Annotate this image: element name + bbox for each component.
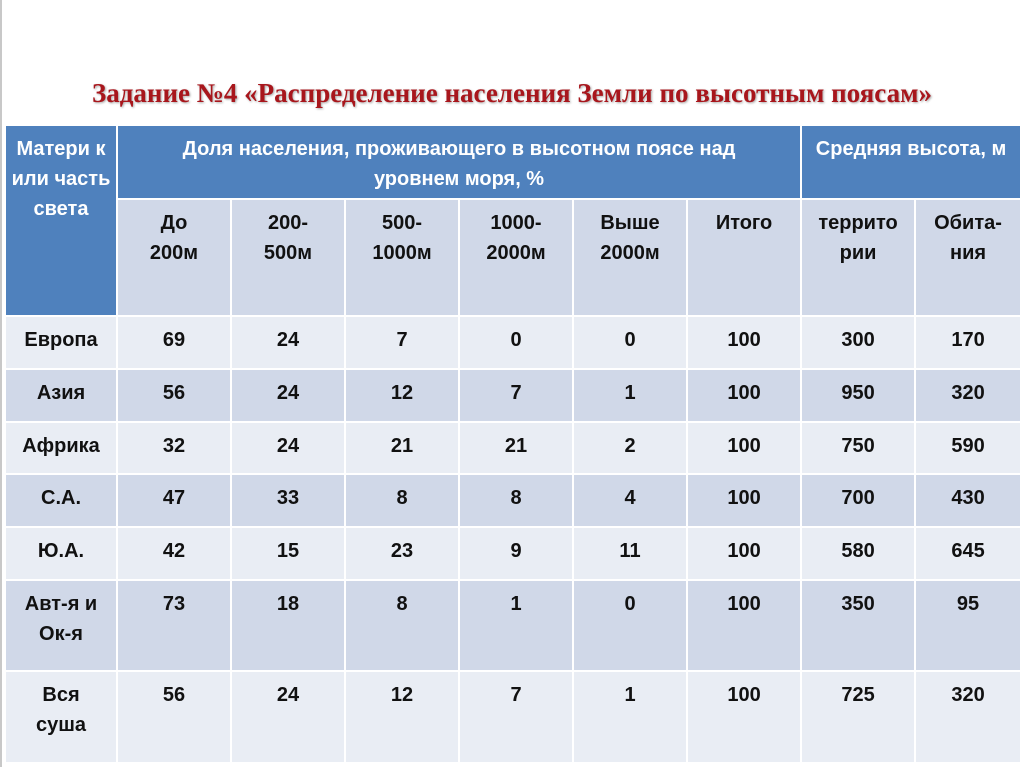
cell: 8 bbox=[345, 474, 459, 527]
cell: 56 bbox=[117, 369, 231, 422]
cell: 24 bbox=[231, 316, 345, 369]
cell: 100 bbox=[687, 316, 801, 369]
cell: 1 bbox=[573, 369, 687, 422]
cell: 15 bbox=[231, 527, 345, 580]
cell: 11 bbox=[573, 527, 687, 580]
cell: 18 bbox=[231, 580, 345, 671]
table-row bbox=[5, 369, 1021, 422]
cell: 100 bbox=[687, 580, 801, 671]
subheader-cell: Итого bbox=[687, 199, 801, 316]
cell: 12 bbox=[345, 671, 459, 763]
table-row bbox=[5, 527, 1021, 580]
subheader-cell: 1000-2000м bbox=[459, 199, 573, 316]
cell: 24 bbox=[231, 422, 345, 475]
cell: 32 bbox=[117, 422, 231, 475]
cell: 2 bbox=[573, 422, 687, 475]
row-name: Авт-я и Ок-я bbox=[5, 580, 117, 671]
cell: 21 bbox=[459, 422, 573, 475]
subheader-cell: Выше 2000м bbox=[573, 199, 687, 316]
cell: 95 bbox=[915, 580, 1021, 671]
cell: 320 bbox=[915, 671, 1021, 763]
cell: 320 bbox=[915, 369, 1021, 422]
subheader-cell: 200-500м bbox=[231, 199, 345, 316]
cell: 42 bbox=[117, 527, 231, 580]
cell: 750 bbox=[801, 422, 915, 475]
cell: 0 bbox=[573, 580, 687, 671]
cell: 350 bbox=[801, 580, 915, 671]
cell: 0 bbox=[459, 316, 573, 369]
cell: 4 bbox=[573, 474, 687, 527]
row-name: Вся суша bbox=[5, 671, 117, 763]
cell: 580 bbox=[801, 527, 915, 580]
cell: 725 bbox=[801, 671, 915, 763]
row-name: Европа bbox=[5, 316, 117, 369]
cell: 73 bbox=[117, 580, 231, 671]
subheader-cell: Обита-ния bbox=[915, 199, 1021, 316]
cell: 24 bbox=[231, 369, 345, 422]
header-continent: Матери к или часть света bbox=[5, 125, 117, 316]
cell: 7 bbox=[459, 671, 573, 763]
cell: 100 bbox=[687, 474, 801, 527]
row-name: Африка bbox=[5, 422, 117, 475]
cell: 300 bbox=[801, 316, 915, 369]
cell: 430 bbox=[915, 474, 1021, 527]
cell: 700 bbox=[801, 474, 915, 527]
cell: 0 bbox=[573, 316, 687, 369]
cell: 1 bbox=[573, 671, 687, 763]
cell: 590 bbox=[915, 422, 1021, 475]
cell: 24 bbox=[231, 671, 345, 763]
cell: 8 bbox=[345, 580, 459, 671]
table-row bbox=[5, 422, 1021, 475]
cell: 100 bbox=[687, 422, 801, 475]
subheader-cell: До 200м bbox=[117, 199, 231, 316]
cell: 7 bbox=[345, 316, 459, 369]
cell: 170 bbox=[915, 316, 1021, 369]
table-row bbox=[5, 580, 1021, 671]
row-name: Ю.А. bbox=[5, 527, 117, 580]
cell: 950 bbox=[801, 369, 915, 422]
table-row bbox=[5, 316, 1021, 369]
cell: 100 bbox=[687, 671, 801, 763]
cell: 7 bbox=[459, 369, 573, 422]
cell: 1 bbox=[459, 580, 573, 671]
header-height-group: Средняя высота, м bbox=[801, 125, 1021, 199]
subheader-cell: 500-1000м bbox=[345, 199, 459, 316]
population-table bbox=[4, 124, 1022, 764]
cell: 47 bbox=[117, 474, 231, 527]
header-share-group: Доля населения, проживающего в высотном поясе над уровнем моря, % bbox=[117, 125, 801, 199]
left-rule bbox=[0, 0, 2, 767]
row-name: Азия bbox=[5, 369, 117, 422]
cell: 56 bbox=[117, 671, 231, 763]
cell: 8 bbox=[459, 474, 573, 527]
subheader-cell: террито рии bbox=[801, 199, 915, 316]
row-name: С.А. bbox=[5, 474, 117, 527]
cell: 12 bbox=[345, 369, 459, 422]
cell: 100 bbox=[687, 369, 801, 422]
table-row bbox=[5, 671, 1021, 763]
cell: 9 bbox=[459, 527, 573, 580]
cell: 645 bbox=[915, 527, 1021, 580]
cell: 21 bbox=[345, 422, 459, 475]
cell: 33 bbox=[231, 474, 345, 527]
cell: 100 bbox=[687, 527, 801, 580]
cell: 23 bbox=[345, 527, 459, 580]
page-title: Задание №4 «Распределение населения Земли по высотным поясам» bbox=[92, 78, 932, 108]
table-row bbox=[5, 474, 1021, 527]
cell: 69 bbox=[117, 316, 231, 369]
